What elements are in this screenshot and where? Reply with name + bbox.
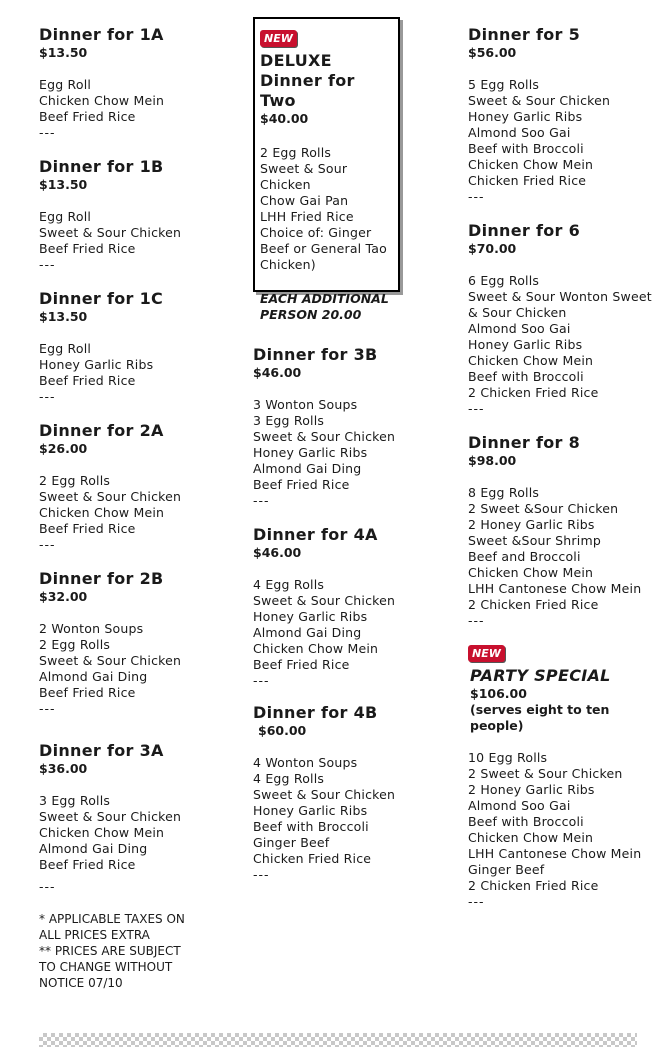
party-special — [468, 642, 658, 910]
deluxe-title: DELUXE Dinner for Two — [260, 51, 355, 110]
dish-items — [468, 485, 658, 629]
dinner-6 — [468, 221, 658, 417]
deluxe-items — [260, 145, 394, 273]
dish-item: Chicken Fried Rice — [253, 851, 372, 866]
dinner-8 — [468, 433, 658, 629]
dish-item: Choice of: Ginger Beef or General Tao Chicken) — [260, 225, 387, 272]
separator: --- — [39, 389, 56, 404]
dish-item: Honey Garlic Ribs — [468, 109, 583, 124]
dish-item: Sweet &Sour Shrimp — [468, 533, 601, 548]
dish-item: Almond Soo Gai — [468, 321, 571, 336]
checkered-divider — [39, 1033, 637, 1047]
dish-item: Beef Fried Rice — [253, 477, 350, 492]
separator: --- — [468, 189, 485, 204]
dish-item: Beef with Broccoli — [468, 369, 584, 384]
dish-item: 3 Egg Rolls — [253, 413, 325, 428]
dish-price: $60.00 — [258, 723, 307, 738]
dish-item: 6 Egg Rolls — [468, 273, 540, 288]
dish-price: $32.00 — [39, 589, 88, 604]
new-badge: NEW — [468, 645, 505, 662]
dish-items — [253, 397, 453, 509]
dish-item: Egg Roll — [39, 77, 92, 92]
dish-item: Ginger Beef — [253, 835, 330, 850]
dinner-1c — [39, 289, 239, 405]
dish-title: Dinner for 2A — [39, 421, 164, 440]
dish-item: Chicken Chow Mein — [39, 505, 165, 520]
dish-item: Chicken Chow Mein — [468, 353, 594, 368]
dish-item: Chicken Chow Mein — [468, 157, 594, 172]
dish-item: LHH Fried Rice — [260, 209, 354, 224]
deluxe-dinner-box — [253, 17, 400, 322]
separator: --- — [253, 493, 270, 508]
dish-item: Sweet & Sour Chicken — [260, 161, 348, 192]
dish-item: LHH Cantonese Chow Mein — [468, 846, 642, 861]
dish-item: Beef and Broccoli — [468, 549, 581, 564]
dish-items — [39, 341, 239, 405]
dish-item: 2 Egg Rolls — [260, 145, 332, 160]
dish-title: Dinner for 1A — [39, 25, 164, 44]
separator: --- — [253, 673, 270, 688]
dish-items — [39, 473, 239, 553]
dish-items — [253, 577, 453, 689]
dish-item: Sweet & Sour Chicken — [468, 93, 611, 108]
separator: --- — [39, 537, 56, 552]
dish-item: Chow Gai Pan — [260, 193, 349, 208]
dish-item: Sweet & Sour Chicken — [39, 653, 182, 668]
dinner-4b — [253, 703, 453, 883]
dish-item: 2 Honey Garlic Ribs — [468, 782, 595, 797]
dish-item: Beef Fried Rice — [39, 109, 136, 124]
dish-title: Dinner for 3B — [253, 345, 378, 364]
dish-item: 2 Egg Rolls — [39, 473, 111, 488]
dish-price: $13.50 — [39, 45, 88, 60]
dish-items — [39, 621, 239, 717]
dish-item: 2 Chicken Fried Rice — [468, 385, 599, 400]
dish-item: Sweet & Sour Wonton Sweet — [468, 289, 652, 304]
dish-price: $36.00 — [39, 761, 88, 776]
dinner-3a — [39, 741, 239, 895]
dish-price: $56.00 — [468, 45, 517, 60]
dish-item: Sweet & Sour Chicken — [39, 489, 182, 504]
dish-title: Dinner for 6 — [468, 221, 581, 240]
dish-items — [39, 77, 239, 141]
dish-item: Sweet & Sour Chicken — [253, 429, 396, 444]
dish-title: Dinner for 3A — [39, 741, 164, 760]
dish-item: 2 Egg Rolls — [39, 637, 111, 652]
dish-title: Dinner for 4B — [253, 703, 378, 722]
price-change-note: ** PRICES ARE SUBJECT TO CHANGE WITHOUT NOTICE 07/10 — [39, 944, 181, 990]
dish-price: $46.00 — [253, 365, 302, 380]
dish-item: Chicken Chow Mein — [468, 830, 594, 845]
dish-item: Sweet & Sour Chicken — [253, 593, 396, 608]
dish-items — [39, 793, 239, 895]
dish-item: 4 Egg Rolls — [253, 577, 325, 592]
separator: --- — [468, 401, 485, 416]
dish-item: & Sour Chicken — [468, 305, 567, 320]
dish-item: Chicken Chow Mein — [39, 825, 165, 840]
dish-item: Honey Garlic Ribs — [468, 337, 583, 352]
dish-item: Honey Garlic Ribs — [253, 609, 368, 624]
dish-item: Chicken Chow Mein — [253, 641, 379, 656]
dish-item: Almond Gai Ding — [253, 461, 362, 476]
dish-item: Egg Roll — [39, 209, 92, 224]
dinner-2b — [39, 569, 239, 717]
dinner-5 — [468, 25, 658, 205]
dish-item: Almond Gai Ding — [39, 669, 148, 684]
additional-person-note: EACH ADDITIONAL PERSON 20.00 — [260, 291, 389, 322]
dish-item: 3 Egg Rolls — [39, 793, 111, 808]
dish-items — [468, 77, 658, 205]
dish-item: Sweet & Sour Chicken — [253, 787, 396, 802]
dish-item: Sweet & Sour Chicken — [39, 809, 182, 824]
dish-item: Beef Fried Rice — [253, 657, 350, 672]
party-title: PARTY SPECIAL — [470, 666, 611, 685]
dish-items — [468, 750, 658, 910]
dish-item: 10 Egg Rolls — [468, 750, 548, 765]
dish-price: $70.00 — [468, 241, 517, 256]
price-notes — [39, 911, 199, 991]
dish-item: Sweet & Sour Chicken — [39, 225, 182, 240]
deluxe-price: $40.00 — [260, 111, 309, 126]
dish-price: $46.00 — [253, 545, 302, 560]
dish-items — [468, 273, 658, 417]
dish-item: 2 Wonton Soups — [39, 621, 144, 636]
party-serves: (serves eight to ten people) — [470, 702, 610, 733]
dish-item: Beef Fried Rice — [39, 241, 136, 256]
dish-item: 4 Wonton Soups — [253, 755, 358, 770]
dish-item: Honey Garlic Ribs — [39, 357, 154, 372]
new-badge: NEW — [260, 30, 297, 47]
separator: --- — [39, 879, 56, 894]
dish-item: Ginger Beef — [468, 862, 545, 877]
dish-item: 3 Wonton Soups — [253, 397, 358, 412]
dish-item: Beef Fried Rice — [39, 373, 136, 388]
dinner-4a — [253, 525, 453, 689]
dish-title: Dinner for 4A — [253, 525, 378, 544]
dish-item: Almond Soo Gai — [468, 798, 571, 813]
separator: --- — [39, 257, 56, 272]
dish-item: LHH Cantonese Chow Mein — [468, 581, 642, 596]
dish-title: Dinner for 2B — [39, 569, 164, 588]
dish-item: Beef with Broccoli — [468, 141, 584, 156]
dish-item: 8 Egg Rolls — [468, 485, 540, 500]
dish-item: 2 Sweet &Sour Chicken — [468, 501, 619, 516]
dish-title: Dinner for 8 — [468, 433, 581, 452]
dinner-2a — [39, 421, 239, 553]
dish-item: Chicken Chow Mein — [39, 93, 165, 108]
dish-item: Beef Fried Rice — [39, 857, 136, 872]
dish-title: Dinner for 5 — [468, 25, 581, 44]
dish-item: 5 Egg Rolls — [468, 77, 540, 92]
dish-item: Chicken Fried Rice — [468, 173, 587, 188]
dish-item: Beef with Broccoli — [253, 819, 369, 834]
dish-item: 4 Egg Rolls — [253, 771, 325, 786]
dish-price: $26.00 — [39, 441, 88, 456]
dish-price: $13.50 — [39, 309, 88, 324]
dish-item: Almond Soo Gai — [468, 125, 571, 140]
dish-item: Beef Fried Rice — [39, 521, 136, 536]
dish-item: Almond Gai Ding — [253, 625, 362, 640]
dish-items — [39, 209, 239, 273]
separator: --- — [39, 125, 56, 140]
dish-price: $98.00 — [468, 453, 517, 468]
dish-title: Dinner for 1C — [39, 289, 164, 308]
dish-item: 2 Chicken Fried Rice — [468, 597, 599, 612]
dish-item: Chicken Chow Mein — [468, 565, 594, 580]
dish-item: Honey Garlic Ribs — [253, 445, 368, 460]
party-price: $106.00 — [470, 686, 527, 701]
dish-item: 2 Sweet & Sour Chicken — [468, 766, 623, 781]
dish-item: 2 Honey Garlic Ribs — [468, 517, 595, 532]
dish-item: 2 Chicken Fried Rice — [468, 878, 599, 893]
dish-items — [253, 755, 453, 883]
dinner-3b — [253, 345, 453, 509]
dish-item: Egg Roll — [39, 341, 92, 356]
dish-item: Beef Fried Rice — [39, 685, 136, 700]
separator: --- — [253, 867, 270, 882]
dinner-1b — [39, 157, 239, 273]
dish-item: Beef with Broccoli — [468, 814, 584, 829]
dish-item: Almond Gai Ding — [39, 841, 148, 856]
separator: --- — [468, 894, 485, 909]
separator: --- — [39, 701, 56, 716]
separator: --- — [468, 613, 485, 628]
tax-note: * APPLICABLE TAXES ON ALL PRICES EXTRA — [39, 912, 185, 942]
dish-item: Honey Garlic Ribs — [253, 803, 368, 818]
dinner-1a — [39, 25, 239, 141]
dish-price: $13.50 — [39, 177, 88, 192]
dish-title: Dinner for 1B — [39, 157, 164, 176]
